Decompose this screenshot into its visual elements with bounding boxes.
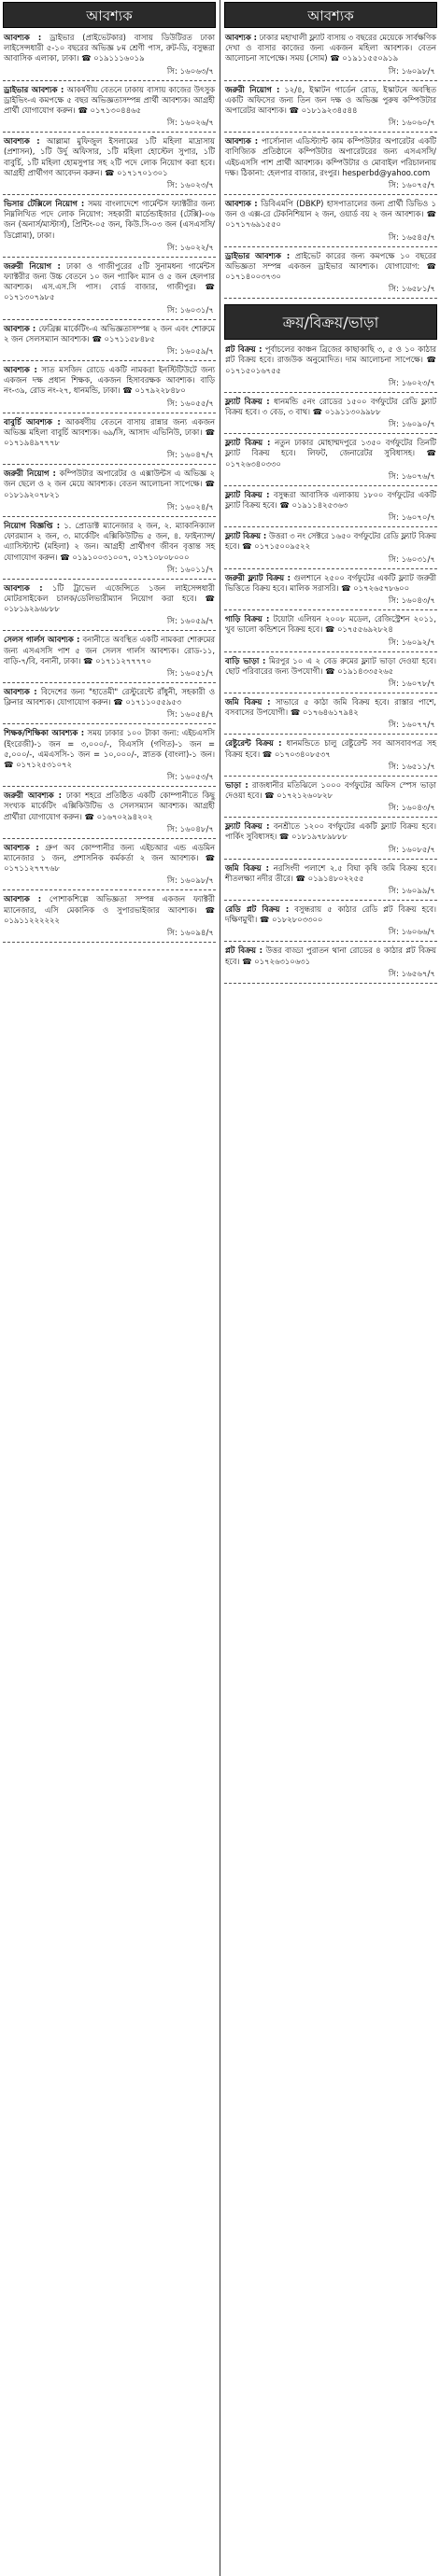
ad-text: নরসিংদী পলাশে ২.৫ বিঘা কৃষি জমি বিক্রয় হবে। শীতলক্ষ্যা নদীর তীরে। ☎ ০১৯১৪৮০২২৫৫ xyxy=(225,862,436,883)
classified-ad xyxy=(3,84,216,133)
right-column xyxy=(224,2,437,987)
classified-ad xyxy=(3,686,216,724)
ad-body xyxy=(3,790,216,822)
classified-ad xyxy=(224,572,437,610)
ad-text: আকর্ষণীয় বেতনে ঢাকায় বাসায় কাজের উৎসুক ড্রাইভিং-এ কমপক্ষে ৫ বছর অভিজ্ঞতাসম্পন্ন প্রার্থী আবশ্যক। আগ্রহী প্রার্থী যোগাযোগ করুন। ☎ ০১৭১৩০৪৪৬৫ xyxy=(4,84,215,116)
ad-text: টয়োটা এলিয়ন ২০০৮ মডেল, রেজিস্ট্রেশন ২০১১, খুব ভালো কন্ডিশনে বিক্রয় হবে। ☎ ০১৭৫৫৬৯২৮২৪ xyxy=(225,614,437,635)
ad-code: সি: ১৬০৫৪/৭ xyxy=(3,707,216,724)
ad-title: আবশ্যক : xyxy=(4,842,39,852)
ad-text: নতুন ঢাকার মোহাম্মদপুরে ১৩৫০ বর্গফুটের তিনটি ফ্ল্যাট বিক্রয় হবে। লিফট, জেনারেটর সুবিধাসহ। ☎ ০১৭২৬৩৪০৩৩০ xyxy=(225,438,436,469)
ad-code: সি: ১৬০৭০/৭ xyxy=(224,511,437,527)
ad-text: পূর্বাচলের কাঞ্চন ব্রিজের কাছাকাছি ৩, ৫ ও ১০ কাঠার প্লট বিক্রয় হবে। রাজউক অনুমোদিত। দাম আলোচনা সাপেক্ষে। ☎ ০১৭১৫০১৬৭৫৫ xyxy=(225,344,436,375)
ad-body xyxy=(3,686,216,707)
ad-body xyxy=(224,437,437,469)
classified-ad xyxy=(3,323,216,361)
ad-body xyxy=(224,343,437,376)
ad-code: সি: ১৬৫৬৭/৭ xyxy=(224,967,437,984)
ad-text: সময় ঢাকার ১০০ টাকা জন্য: এইচএসসি (ইংরেজী)-১ জন = ৩,০০০/-, বিএসসি (গণিত)-১ জন = ৫,০০০/-, এমএসসি-১ জন = ১০,০০০/-, স্নাতক (বাংলা)-১ জন। ☎ ০১৭১২৫৩১০৭২ xyxy=(4,728,215,769)
classified-ad xyxy=(224,198,437,247)
ad-text: প্রাইভেট কারের জন্য কমপক্ষে ১০ বছরের অভিজ্ঞতা সম্পন্ন একজন ড্রাইভার আবশ্যক। যোগাযোগ: ☎ ০১৭১৪০০৩৭৩০ xyxy=(225,250,436,282)
ad-code: সি: ১৬০২৩/৭ xyxy=(224,376,437,393)
ad-title: প্লট বিক্রয় : xyxy=(225,344,263,355)
classified-ad xyxy=(224,613,437,651)
ad-title: জরুরী আবশ্যক : xyxy=(4,791,63,801)
classified-ad xyxy=(224,32,437,81)
ad-text: গ্রুপ অব কোম্পানীর জন্য এইচআর এন্ড এডমিন ম্যানেজার ১ জন, প্রশাসনিক কর্মকর্তা ২ জন আবশ্যক। ☎ ০১৭১১২৭৭৭৬৮ xyxy=(4,842,215,874)
ad-title: আবশ্যক : xyxy=(225,33,258,42)
classified-ad xyxy=(3,135,216,195)
ad-body xyxy=(3,520,216,563)
classified-ad xyxy=(3,582,216,632)
left-section-heading: আবশ্যক xyxy=(3,2,216,28)
ad-text: ১. প্রোডাক্ট ম্যানেজার ২ জন, ২. ম্যাকানিক্যাল ফোরম্যান ২ জন, ৩. মার্কেটিং এক্সিকিউটিভ ৫ জন, ৪. ফাইন্যান্স/এ্যাসিস্ট্যান্ট (মহিলা) ২ জন। আগ্রহী প্রার্থীগণ জীবন বৃত্তান্ত সহ যোগাযোগ করুন। ☎ ০১৯১০০৩১০০৭, ০১৭১০৮০৮০০০ xyxy=(4,520,215,562)
ad-text: ধানমন্ডিতে চালু রেষ্টুরেন্ট সব আসবাবপত্র সহ বিক্রয় হবে। ☎ ০১৭০৩৪০৮৫৩৭ xyxy=(225,738,436,759)
classified-ad xyxy=(224,696,437,735)
ad-body xyxy=(224,489,437,511)
ad-body xyxy=(3,634,216,666)
ad-title: ড্রাইভার আবশ্যক : xyxy=(225,250,291,260)
classified-ad xyxy=(224,343,437,393)
right-section-heading: আবশ্যক xyxy=(224,2,437,28)
ad-code: সি: ১৬০৪৩/৭ xyxy=(224,801,437,818)
ad-title: ফ্ল্যাট বিক্রয় : xyxy=(225,438,271,448)
classified-ad xyxy=(3,520,216,580)
ad-body xyxy=(224,820,437,842)
buy-sell-rent-heading: ক্রয়/বিক্রয়/ভাড়া xyxy=(224,304,437,340)
ad-code: সি: ১৬০৬৩/৭ xyxy=(3,64,216,81)
ad-title: ফ্ল্যাট বিক্রয় : xyxy=(225,531,267,541)
classified-ad xyxy=(224,84,437,133)
ad-title: ফ্ল্যাট বিক্রয় : xyxy=(225,489,270,499)
ad-body xyxy=(3,364,216,397)
ad-title: ভাড়া : xyxy=(225,779,248,790)
ad-text: বসুন্ধরায় ৫ কাঠার রেডি প্লট বিক্রয় হবে। দক্ষিণমুখী। ☎ ০১৮২৮০৩৩০০ xyxy=(225,903,437,925)
classified-ad xyxy=(224,250,437,300)
ad-title: বাবুর্চি আবশ্যক : xyxy=(4,416,61,427)
ad-body xyxy=(224,655,437,677)
classified-ad xyxy=(3,842,216,891)
ad-title: জমি বিক্রয় : xyxy=(225,696,271,707)
classified-ad xyxy=(224,437,437,486)
ad-body xyxy=(224,903,437,925)
ad-body xyxy=(3,260,216,303)
ad-code: সি: ১৬০৪৩/৭ xyxy=(224,594,437,610)
ad-text: আল্লামা মুফিজুল ইসলামের ১টি মহিলা মাদ্রাসায় (প্রশাসন), ১টি উর্দু অফিসার, ১টি মহিলা হোস্টেল সুপার, ১টি বাবুর্চি, ১টি মহিলা হোমসুপার সহ ২টি পদে লোক নিয়োগ করা হবে। আগ্রহী প্রার্থীগণ আবেদন করুন। ☎ ০১৭১৭০১৩০১ xyxy=(4,136,215,177)
ad-code: সি: ১৬০৪৮/৭ xyxy=(3,822,216,839)
ad-text: পার্সোনাল এডিস্ট্যান্ট কাম কম্পিউটার অপারেটর একটি বাণিজ্যিক প্রতিষ্ঠানে কম্পিউটার অপারেটরের জন্য এসএসসি/এইচএসসি পাশ প্রার্থী আবশ্যক। কম্পিউটার ও মোবাইল পরিচালনায় দক্ষ। ঠিকানা: হেলপার বাজার, রংপুর। hesperbd@yahoo.com xyxy=(225,136,436,177)
ad-body xyxy=(3,416,216,449)
ad-title: আবশ্যক : xyxy=(4,136,40,147)
ad-body xyxy=(3,727,216,770)
ad-code: সি: ১৬০২৬/৭ xyxy=(3,116,216,133)
ad-title: রেডি প্লট বিক্রয় : xyxy=(225,903,290,914)
ad-title: ফ্ল্যাট বিক্রয় : xyxy=(225,396,270,406)
classified-ad xyxy=(3,893,216,943)
ad-text: উত্তরা ৩ নং সেক্টরে ১৬৫০ বর্গফুটের রেডি ফ্ল্যাট বিক্রয় হবে। ☎ ০১৭১৫০০৯৫২২ xyxy=(225,531,437,552)
ad-title: আবশ্যক : xyxy=(4,365,37,375)
ad-code: সি: ১৬০৭৮/৭ xyxy=(224,677,437,693)
ad-text: ১টি ট্রাভেল এজেন্সিতে ১জন লাইসেন্সধারী মোটরসাইকেল চালক/ডেলিভারীম্যান নিয়োগ করা হবে। ☎ ০১৮১৯২৯৬৮৮৮ xyxy=(4,582,215,614)
ad-text: ঢাকা ও গাজীপুরের ৫টি সুনামধন্য গার্মেন্টস ফ্যাক্টরীর জন্য উচ্চ বেতনে ১০ জন প্যাকিং ম্যান ও ৫ জন হেলপার আবশ্যক। এস.এস.সি পাস। বোর্ড বাজার, গাজীপুর। ☎ ০১৭১৩০৭৯৮৫ xyxy=(4,260,215,302)
classified-ad xyxy=(224,655,437,693)
ad-title: আবশ্যক : xyxy=(4,582,43,593)
ad-body xyxy=(3,84,216,117)
ad-text: বনশ্রীতে ১২০০ বর্গফুটের একটি ফ্ল্যাট বিক্রয় হবে। পার্কিং সুবিধাসহ। ☎ ০১৮১৯৭৮৯৮৮৮ xyxy=(225,821,436,842)
ad-body xyxy=(3,842,216,875)
classified-ad xyxy=(224,135,437,195)
ad-body xyxy=(224,198,437,231)
ad-body xyxy=(224,250,437,283)
ad-title: আবশ্যক : xyxy=(225,136,259,147)
ad-code: সি: ১৬০৭৫/৭ xyxy=(224,178,437,195)
right-top-ad-list xyxy=(224,32,437,299)
ad-code: সি: ১৬০৯২/৭ xyxy=(224,636,437,652)
ad-body xyxy=(224,779,437,801)
ad-code: সি: ১৬০৯৮/৭ xyxy=(3,874,216,890)
ad-title: ভিসার টেক্সিলে নিয়োগ : xyxy=(4,199,85,209)
ad-text: কম্পিউটার অপারেটর ও এক্সাউন্টস এ অভিজ্ঞ ২ জন ছেলে ও ২ জন মেয়ে আবশ্যক। বেতন আলোচনা সাপেক্ষে। ☎ ০১৮১৯২০৭৮২১ xyxy=(4,469,215,499)
ad-title: শিক্ষক/শিক্ষিকা আবশ্যক : xyxy=(4,728,85,738)
ad-code: সি: ১৬০৭৬/৭ xyxy=(224,469,437,486)
classified-ad xyxy=(224,945,437,983)
classified-ad xyxy=(3,416,216,466)
ad-body xyxy=(224,84,437,117)
classified-ad xyxy=(224,820,437,859)
ad-code: সি: ১৬০৫৯/৭ xyxy=(3,614,216,631)
ad-body xyxy=(224,737,437,759)
ad-title: সেলস গার্লস আবশ্যক : xyxy=(4,635,80,645)
ad-text: সময় বাংলাদেশে গার্মেন্টস ফ্যাক্টরীর জন্য নিম্নলিখিত পদে লোক নিয়োগ: সহকারী মার্চেন্ডাইজার (টেক্সি)-০৬ জন (অনার্স/মাস্টার্স), প্রিন্টিং-০৫ জন, কিউ.সি-০৩ জন (এসএসসি/ডিপ্লোমা), ঢাকা। xyxy=(4,199,215,240)
ad-code: সি: ১৬০৫৩/৭ xyxy=(3,770,216,787)
ad-text: মিরপুর ১০ এ ২ বেড রুমের ফ্ল্যাট ভাড়া দেওয়া হবে। ছোট পরিবারের জন্য উপযোগী। ☎ ০১৯১৪৩৩৫২৬৫ xyxy=(225,655,436,676)
ad-title: আবশ্যক : xyxy=(4,323,36,333)
ad-title: আবশ্যক : xyxy=(225,199,258,209)
ad-code: সি: ১৬০৯৮/৭ xyxy=(224,64,437,81)
ad-text: রাজধানীর মতিঝিলে ১০০০ বর্গফুটের অফিস স্পেস ভাড়া দেওয়া হবে। ☎ ০১৭২১২৬০৮২৮ xyxy=(225,779,436,800)
ad-code: সি: ১৬০৪৭/৭ xyxy=(3,448,216,465)
ad-text: ফেব্রিক্স মার্কেটিং-এ অভিজ্ঞতাসম্পন্ন ২ জন এবং শোরুমে ২ জন সেলসম্যান আবশ্যক। ☎ ০১৭১১৫৮৪৮৫ xyxy=(4,323,215,343)
ad-code: সি: ১৬০৯০/৭ xyxy=(224,417,437,434)
ad-title: জরুরী নিয়োগ : xyxy=(4,260,61,271)
ad-title: রেষ্টুরেন্ট বিক্রয় : xyxy=(225,738,282,749)
ad-title: জরুরী ফ্ল্যাট বিক্রয় : xyxy=(225,572,291,582)
ad-text: ধানমন্ডি ৫নং রোডের ১৫০০ বর্গফুটের রেডি ফ্ল্যাট বিক্রয় হবে। ৩ বেড, ৩ বাথ। ☎ ০১৯১১৩০৯৯৮৮ xyxy=(225,396,437,417)
ad-title: আবশ্যক : xyxy=(4,33,42,42)
ad-title: আবশ্যক : xyxy=(4,894,42,904)
classified-ad xyxy=(224,530,437,568)
classified-ad xyxy=(224,779,437,818)
ad-body xyxy=(224,613,437,635)
ad-code: সি: ১৬০৮৫/৭ xyxy=(224,843,437,860)
ad-text: ড্রাইভার (প্রাইভেটকার) বাসায় ডিউটিরত ঢাকা লাইসেন্সধারী ৫-১০ বছরের অভিজ্ঞ ৮ম শ্রেণী পাস, রুট-ডি, বসুন্ধরা আবাসিক এলাকা, ঢাকা। ☎ ০১৯১১১৬০১৯ xyxy=(4,33,215,63)
ad-text: ঢাকা শহরে প্রতিষ্ঠিত একটি কোম্পানীতে কিছু সংখ্যক মার্কেটিং এক্সিকিউটিভ ও সেলসম্যান আবশ্যক। আগ্রহী প্রার্থীরা যোগাযোগ করুন। ☎ ০১৬৭০২৯৪২০২ xyxy=(4,791,215,821)
classified-ad xyxy=(3,364,216,413)
ad-code: সি: ১৬০৩১/৭ xyxy=(3,303,216,320)
ad-text: ডিবিএমপি (DBKP) হাসপাতালের জন্য প্রার্থী ডিভিও ১ জন ও এক্স-রে টেকনিশিয়ান ২ জন, ওয়ার্ড বয় ২ জন আবশ্যক। ☎ ০১৭১৭৬৯১৫৫০ xyxy=(225,199,436,230)
ad-code: সি: ১৬০৫১/৭ xyxy=(3,666,216,683)
ad-code: সি: ১৬৫৪৫/৭ xyxy=(224,231,437,247)
classified-ad xyxy=(224,862,437,901)
ad-code: সি: ১৬৫৮১/৭ xyxy=(224,282,437,299)
ad-body xyxy=(3,32,216,64)
ad-title: জরুরী নিয়োগ : xyxy=(4,469,56,479)
ad-text: উত্তর বাড্ডা পুরাতন থানা রোডের ৪ কাঠার প্লট বিক্রয় হবে। ☎ ০১৭২৬৩১০৬৩১ xyxy=(225,945,436,966)
ad-text: পোশাকশিল্পে অভিজ্ঞতা সম্পন্ন একজন ফ্যাক্টরী ম্যানেজার, এসি মেকানিক ও সুপারভাইজার আবশ্যক। ☎ ০১৯১১২২২২২২ xyxy=(4,894,215,925)
classified-ad xyxy=(3,790,216,839)
ad-title: ড্রাইভার আবশ্যক : xyxy=(4,84,64,94)
ad-body xyxy=(3,582,216,615)
classified-ad xyxy=(3,727,216,787)
ad-body xyxy=(3,323,216,344)
ad-text: ১২/৪, ইস্কাটন গার্ডেন রোড, ইস্কাটনে অবস্থিত একটি অফিসের জন্য তিন জন দক্ষ ও অভিজ্ঞ পুরুষ কম্পিউটার অপারেটর আবশ্যক। ☎ ০১৮১৯২৩৪৫৪৪ xyxy=(225,84,436,116)
ad-text: বনানীতে অবস্থিত একটি নামকরা শোরুমের জন্য এসএসসি পাশ ৫ জন সেলস গার্লস আবশ্যক। রোড-১১, বাড়ি-৭/বি, বনানী, ঢাকা। ☎ ০১৭১১২৭৭৭৭০ xyxy=(4,635,215,665)
classified-ad xyxy=(224,396,437,434)
ad-code: সি: ১৬০১১/৭ xyxy=(3,563,216,580)
ad-code: সি: ১৬০২৪/৭ xyxy=(3,500,216,517)
ad-title: নিয়োগ বিজ্ঞপ্তি : xyxy=(4,520,61,530)
ad-text: আকর্ষণীয় বেতনে বাসায় রান্নার জন্য একজন অভিজ্ঞ মহিলা বাবুর্চি আবশ্যক। ৬৯/সি, আসাদ এভিনিউ, ঢাকা। ☎ ০১৭১৯৪৯৭৭৭৮ xyxy=(4,416,215,448)
ad-title: বাড়ি ভাড়া : xyxy=(225,655,266,665)
classified-ad xyxy=(3,468,216,517)
ad-body xyxy=(3,198,216,241)
ad-title: আবশ্যক : xyxy=(4,686,37,696)
ad-title: প্লট বিক্রয় : xyxy=(225,945,263,956)
ad-code: সি: ১৬০৫৫/৭ xyxy=(3,397,216,413)
left-column xyxy=(3,2,216,945)
ad-text: ঢাকার মহাখালী ফ্ল্যাট বাসায় ৩ বছরের মেয়েকে সার্বক্ষণিক দেখা ও বাসার কাজের জন্য একজন মহিলা আবশ্যক। বেতন আলোচনা সাপেক্ষে। সময় (সোম) ☎ ০১৯১১৫৫০৯১৯ xyxy=(225,33,436,63)
ad-code: সি: ১৬০৬৬/৭ xyxy=(224,925,437,942)
ad-title: জমি বিক্রয় : xyxy=(225,862,269,873)
ad-text: বসুন্ধরা আবাসিক এলাকায় ১৮০০ বর্গফুটের একটি ফ্ল্যাট বিক্রয় হবে। ☎ ০১৯১১৪২৫৩৬৩ xyxy=(225,489,436,511)
ad-code: সি: ১৬৫১১/৭ xyxy=(224,760,437,777)
ad-text: বিদেশের জন্য "হাতেমী" রেস্টুরেন্টে রাঁধুনী, সহকারী ও ক্লিনার আবশ্যক। যোগাযোগ করুন। ☎ ০১৭১১০৫৫৯৫৩ xyxy=(4,686,215,707)
ad-code: সি: ১৬০২৩/৭ xyxy=(3,178,216,195)
classified-ad xyxy=(3,198,216,258)
ad-body xyxy=(224,572,437,594)
ad-body xyxy=(224,862,437,884)
ad-code: সি: ১৬০৭৭/৭ xyxy=(224,718,437,735)
right-bottom-ad-list xyxy=(224,343,437,984)
ad-code: সি: ১৬০২২/৭ xyxy=(3,241,216,258)
ad-body xyxy=(224,135,437,178)
ad-body xyxy=(3,468,216,500)
ad-text: সাভারে ৫ কাঠা জমি বিক্রয় হবে। রাস্তার পাশে, বসবাসের উপযোগী। ☎ ০১৭৬৪৬১৭৯৪২ xyxy=(225,696,436,718)
classified-ad xyxy=(224,489,437,527)
classified-ad xyxy=(3,634,216,683)
ad-body xyxy=(3,135,216,178)
left-ad-list xyxy=(3,32,216,943)
ad-text: সাত মসজিদ রোডে একটি নামকরা ইনস্টিটিউটে জন্য একজন দক্ষ প্রধান শিক্ষক, একজন হিসাবরক্ষক আবশ্যক। বাড়ি নং-৩৯, রোড নং-২৭, ধানমন্ডি, ঢাকা। ☎ ০১৭৯২২৮৪৮০ xyxy=(4,365,215,396)
ad-title: গাড়ি বিক্রয় : xyxy=(225,614,270,624)
ad-title: জরুরী নিয়োগ : xyxy=(225,84,280,94)
ad-body xyxy=(224,396,437,417)
ad-code: সি: ১৬০৯৪/৭ xyxy=(3,926,216,943)
ad-code: সি: ১৬০৯৯/৭ xyxy=(224,884,437,901)
ad-body xyxy=(3,893,216,926)
ad-title: ফ্ল্যাট বিক্রয় : xyxy=(225,821,270,832)
ad-body xyxy=(224,696,437,718)
classified-ad xyxy=(3,32,216,81)
ad-body xyxy=(224,32,437,64)
classified-ad xyxy=(224,737,437,776)
ad-code: সি: ১৬০৩১/৭ xyxy=(224,553,437,569)
classified-ad xyxy=(224,903,437,942)
ad-code: সি: ১৬০৫৯/৭ xyxy=(3,344,216,361)
ad-body xyxy=(224,945,437,966)
ad-text: গুলশানে ২৫০০ বর্গফুটের একটি ফ্ল্যাট জরুরী ভিত্তিতে বিক্রয় হবে। মালিক সরাসরি। ☎ ০১৭২৬৫৭৮৬০০ xyxy=(225,572,436,593)
classified-ad xyxy=(3,260,216,320)
ad-code: সি: ১৬০৬০/৭ xyxy=(224,116,437,133)
ad-body xyxy=(224,530,437,552)
